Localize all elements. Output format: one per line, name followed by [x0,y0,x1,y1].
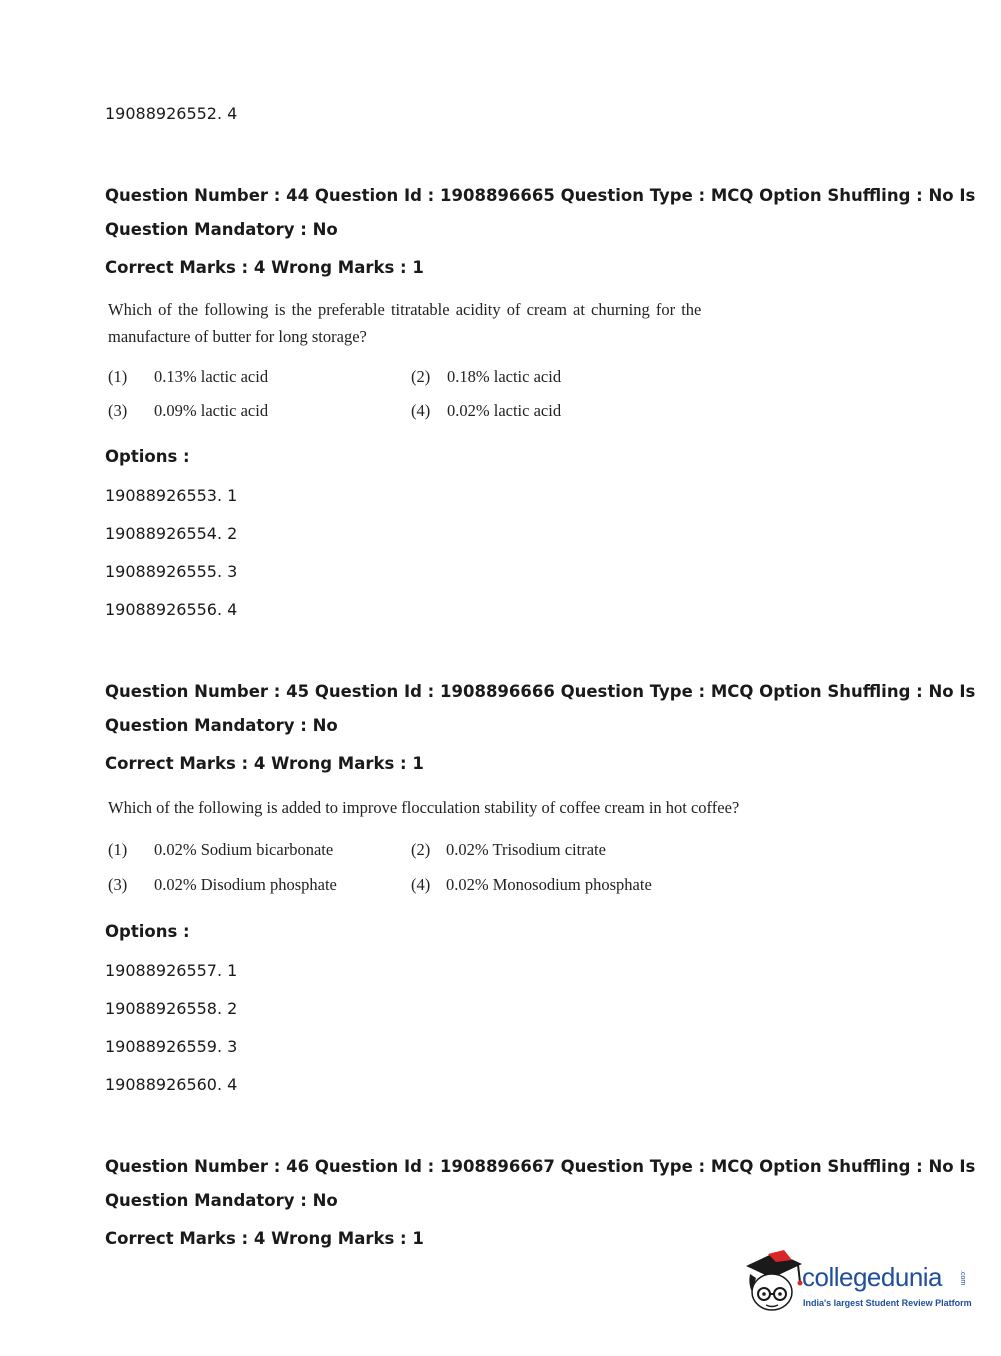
option-item: 19088926556. 4 [105,600,238,619]
choice-text: 0.02% Disodium phosphate [154,875,337,894]
choice-text: 0.13% lactic acid [154,367,269,386]
question-mandatory: Question Mandatory : No [105,1191,338,1210]
question-stem [108,296,748,350]
logo-name: collegedunia [802,1262,943,1292]
choice-number: (1) [108,840,128,859]
question-header: Question Number : 45 Question Id : 1908896666 Question Type : MCQ Option Shuffling : No Is [105,682,976,701]
question-stem-line: Which of the following is added to improve flocculation stability of coffee cream in hot coffee? [108,798,740,817]
question-mandatory: Question Mandatory : No [105,220,338,239]
collegedunia-logo [742,1248,972,1320]
choice-item [108,401,268,421]
choice-item [411,401,561,421]
logo-domain: .com [959,1270,966,1286]
question-marks: Correct Marks : 4 Wrong Marks : 1 [105,1229,424,1248]
option-item: 19088926557. 1 [105,961,238,980]
logo-tagline: India's largest Student Review Platform [803,1298,972,1308]
choice-text: 0.02% Monosodium phosphate [446,875,652,894]
options-label: Options : [105,447,190,466]
option-item: 19088926552. 4 [105,104,238,123]
choice-text: 0.02% lactic acid [447,401,562,420]
question-stem [108,794,788,821]
option-item: 19088926558. 2 [105,999,238,1018]
choice-text: 0.02% Trisodium citrate [446,840,606,859]
question-marks: Correct Marks : 4 Wrong Marks : 1 [105,258,424,277]
option-item: 19088926553. 1 [105,486,238,505]
choice-number: (1) [108,367,128,386]
choice-item [411,367,561,387]
choice-number: (3) [108,401,128,420]
choice-number: (4) [411,401,431,420]
question-marks: Correct Marks : 4 Wrong Marks : 1 [105,754,424,773]
choice-number: (3) [108,875,128,894]
option-item: 19088926559. 3 [105,1037,238,1056]
question-stem-line: Which of the following is the preferable titratable acidity of cream at churning for the [108,300,702,319]
question-stem-line: manufacture of butter for long storage? [108,327,367,346]
choice-text: 0.09% lactic acid [154,401,269,420]
choice-number: (2) [411,367,431,386]
choice-number: (2) [411,840,431,859]
choice-item [411,840,606,860]
option-item: 19088926560. 4 [105,1075,238,1094]
choice-number: (4) [411,875,431,894]
mascot-icon [742,1248,804,1318]
option-item: 19088926555. 3 [105,562,238,581]
question-header: Question Number : 46 Question Id : 1908896667 Question Type : MCQ Option Shuffling : No Is [105,1157,976,1176]
choice-text: 0.02% Sodium bicarbonate [154,840,334,859]
options-label: Options : [105,922,190,941]
choice-item [108,875,337,895]
question-mandatory: Question Mandatory : No [105,716,338,735]
option-item: 19088926554. 2 [105,524,238,543]
question-header: Question Number : 44 Question Id : 1908896665 Question Type : MCQ Option Shuffling : No Is [105,186,976,205]
choice-text: 0.18% lactic acid [447,367,562,386]
choice-item [411,875,652,895]
choice-item [108,840,333,860]
choice-item [108,367,268,387]
